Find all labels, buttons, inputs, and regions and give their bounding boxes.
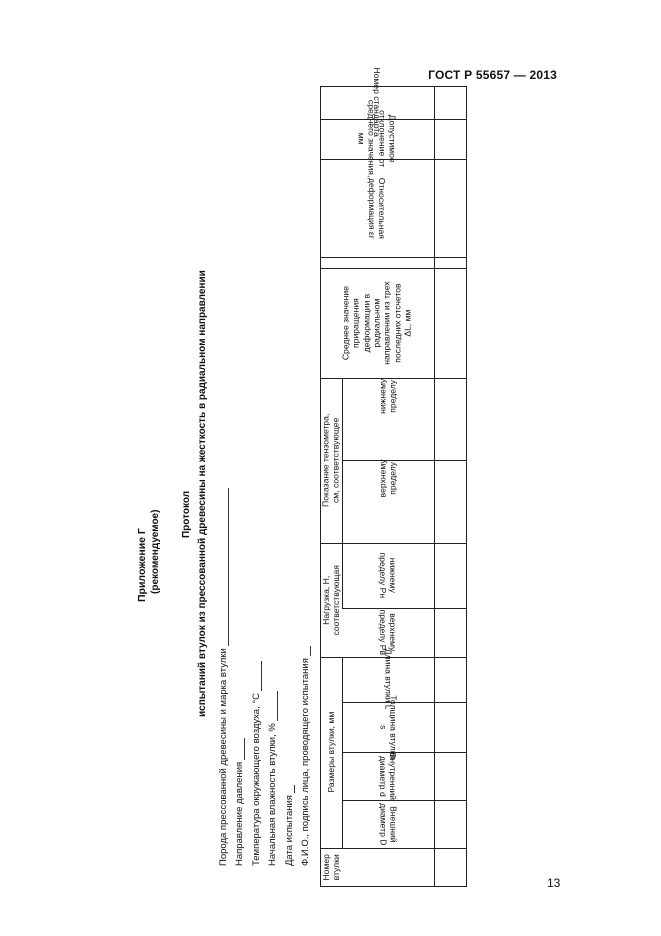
field-signature-line[interactable] xyxy=(301,646,311,656)
field-date-label: Дата испытания xyxy=(284,795,295,866)
field-wood-label: Порода прессованной древесины и марка втулки xyxy=(218,648,229,866)
table-border-right xyxy=(466,86,467,887)
header-load-lower: нижнему пределу Pн xyxy=(378,552,399,599)
field-direction-line[interactable] xyxy=(235,738,245,760)
header-spacer xyxy=(320,257,434,268)
field-direction-label: Направление давления xyxy=(234,761,245,866)
header-sleeve-number: Номер втулки xyxy=(320,853,342,881)
field-wood xyxy=(218,488,229,866)
appendix-status: (рекомендуемое) xyxy=(150,509,161,594)
protocol-table xyxy=(320,67,466,886)
header-standard-number: Номер стандарта xyxy=(372,67,383,138)
field-temperature-line[interactable] xyxy=(252,661,262,691)
field-wood-line[interactable] xyxy=(219,488,229,646)
field-signature-label: Ф.И.О., подпись лица, проводящего испытания xyxy=(300,658,311,866)
header-dimensions: Размеры втулки, мм xyxy=(325,712,336,793)
table-row-line xyxy=(320,848,467,849)
table-border-bottom xyxy=(320,886,466,887)
header-rel-deformation: Относительная деформация εr xyxy=(367,177,388,239)
header-length: Длина втулки L xyxy=(383,649,394,710)
field-humidity xyxy=(267,691,278,866)
header-gauge-upper: верхнему пределу xyxy=(377,459,398,498)
header-gauge-lower: нижнему пределу xyxy=(377,378,398,414)
header-load-upper: верхнему пределу Pв xyxy=(378,609,399,656)
protocol-title: Протокол xyxy=(181,490,192,538)
header-gauge: Показание тензометра, см, соответствующее xyxy=(320,413,342,508)
field-date xyxy=(284,785,295,866)
header-thickness: Толщина втулки s xyxy=(378,694,399,760)
field-temperature-label: Температура окружающего воздуха, °С xyxy=(251,692,262,866)
header-inner-diameter: Внутренний диаметр d xyxy=(378,752,399,800)
field-humidity-line[interactable] xyxy=(268,691,278,721)
appendix-title: Приложение Г xyxy=(136,528,148,602)
field-humidity-label: Начальная влажность втулки, % xyxy=(267,723,278,866)
field-temperature xyxy=(251,661,262,866)
header-mean-increment: Среднее значение приращения деформации в радиальном направлении из трех последних отсчетов ΔL, мм xyxy=(340,281,413,365)
header-allowed-deviation: Допустимое отклонение от среднего значения, мм xyxy=(356,100,398,178)
protocol-subject: испытаний втулок из прессованной древесины на жесткость в радиальном направлении xyxy=(197,270,208,717)
standard-header: ГОСТ Р 55657 — 2013 xyxy=(428,68,557,82)
page-number: 13 xyxy=(547,876,561,890)
header-outer-diameter: Внешний диаметр D xyxy=(378,802,399,846)
table-header-separator xyxy=(434,86,435,887)
field-date-line[interactable] xyxy=(285,785,295,793)
field-direction xyxy=(234,738,245,866)
field-signature xyxy=(300,646,311,866)
header-load: Нагрузка, Н, соответствующая xyxy=(320,564,342,636)
